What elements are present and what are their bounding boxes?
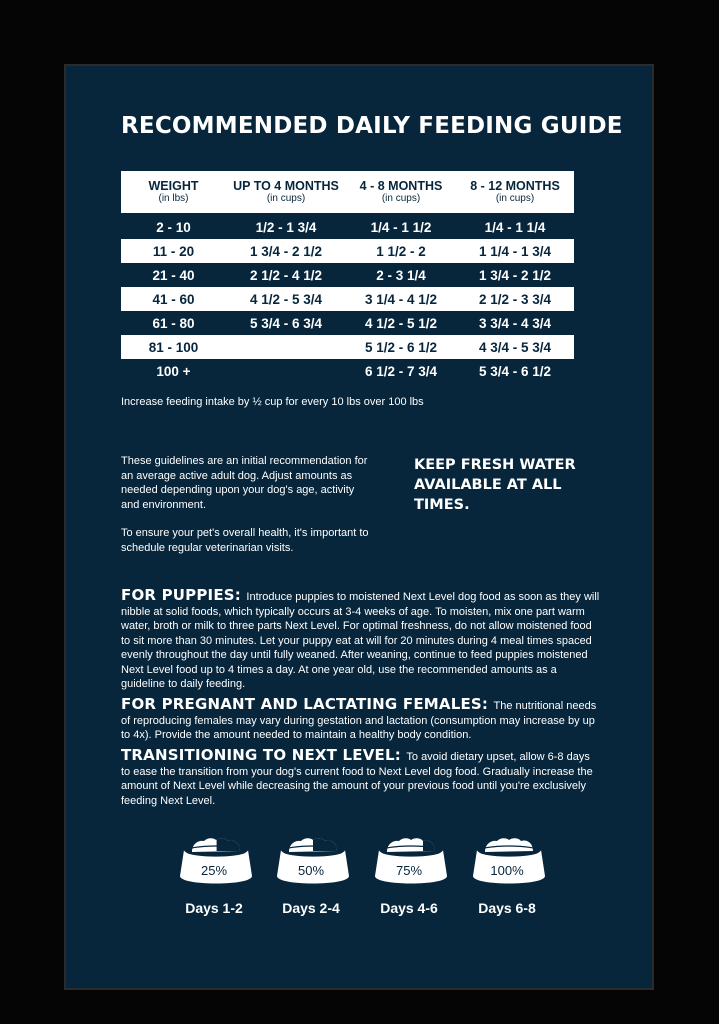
- transition-step: [469, 836, 549, 916]
- over-100-lbs-note: Increase feeding intake by ½ cup for every 10 lbs over 100 lbs: [121, 396, 424, 408]
- percent-label: 75%: [395, 863, 423, 878]
- percent-label: 100%: [490, 863, 524, 878]
- feeding-table: [121, 171, 574, 383]
- percent-label: 50%: [297, 863, 325, 878]
- transition-step: [273, 836, 353, 916]
- section-body: Introduce puppies to moistened Next Level dog food as soon as they will nibble at solid foods, which typically occurs at 3-4 weeks of age. To moisten, mix one part warm water, broth or milk to three parts Next Level. For optimal freshness, do not allow moistened food to sit more than 30 minutes. Let your puppy eat at will for 20 minutes during 4 meal times spaced evenly throughout the day until fully weaned. After weaning, continue to feed puppies moistened Next Level food up to 4 times a day. At one year old, use the recommended amounts as a guideline to daily feeding.: [121, 591, 600, 690]
- days-label: Days 1-2: [185, 900, 243, 916]
- header-8-12-months: 8 - 12 MONTHS (in cups): [470, 179, 560, 204]
- section-heading: FOR PUPPIES:: [121, 586, 247, 604]
- table-row: 21 - 40 2 1/2 - 4 1/2 2 - 3 1/4 1 3/4 - 2 1/2: [152, 267, 552, 283]
- guidelines-paragraph: These guidelines are an initial recommendation for an average active adult dog. Adjust amounts as needed depending upon your dog's age, activity and environment.: [121, 455, 368, 511]
- days-label: Days 4-6: [380, 900, 438, 916]
- transition-schedule: [170, 836, 570, 926]
- header-weight: WEIGHT (in lbs): [148, 179, 199, 204]
- section-body: The nutritional needs of reproducing females may vary during gestation and lactation (consumption may increase by up to 4x). Provide the amount needed to maintain a healthy body condition.: [121, 700, 597, 741]
- dog-bowl-icon: [275, 836, 351, 886]
- section-transitioning: [121, 748, 601, 808]
- section-heading: FOR PREGNANT AND LACTATING FEMALES:: [121, 695, 494, 713]
- section-body: To avoid dietary upset, allow 6-8 days to ease the transition from your dog's current food to Next Level dog food. Gradually increase the amount of Next Level while decreasing the amount of your previous food until you're exclusively feeding Next Level.: [121, 751, 593, 807]
- percent-label: 25%: [200, 863, 228, 878]
- table-row: 81 - 100 5 1/2 - 6 1/2 4 3/4 - 5 3/4: [121, 335, 574, 359]
- table-row: 41 - 60 4 1/2 - 5 3/4 3 1/4 - 4 1/2 2 1/2 - 3 3/4: [121, 287, 574, 311]
- section-puppies: [121, 588, 601, 692]
- section-heading: TRANSITIONING TO NEXT LEVEL:: [121, 746, 407, 764]
- transition-step: [176, 836, 256, 916]
- section-pregnant-lactating: [121, 697, 601, 743]
- fresh-water-callout: KEEP FRESH WATER AVAILABLE AT ALL TIMES.: [414, 457, 576, 513]
- header-up-to-4-months: UP TO 4 MONTHS (in cups): [233, 179, 339, 204]
- table-row: 61 - 80 5 3/4 - 6 3/4 4 1/2 - 5 1/2 3 3/4 - 4 3/4: [152, 315, 552, 331]
- header-4-8-months: 4 - 8 MONTHS (in cups): [359, 179, 443, 204]
- days-label: Days 6-8: [478, 900, 536, 916]
- dog-bowl-icon: [471, 836, 547, 886]
- transition-step: [371, 836, 451, 916]
- dog-bowl-icon: [373, 836, 449, 886]
- table-header: [121, 171, 574, 213]
- dog-bowl-icon: [178, 836, 254, 886]
- page-title: RECOMMENDED DAILY FEEDING GUIDE: [121, 113, 623, 139]
- table-row: 100 + 6 1/2 - 7 3/4 5 3/4 - 6 1/2: [156, 363, 552, 379]
- guidelines-text: [121, 454, 371, 569]
- vet-visit-paragraph: To ensure your pet's overall health, it's important to schedule regular veterinarian visits.: [121, 527, 369, 554]
- table-row: 11 - 20 1 3/4 - 2 1/2 1 1/2 - 2 1 1/4 - 1 3/4: [121, 239, 574, 263]
- table-row: 2 - 10 1/2 - 1 3/4 1/4 - 1 1/2 1/4 - 1 1/4: [156, 219, 546, 235]
- days-label: Days 2-4: [282, 900, 340, 916]
